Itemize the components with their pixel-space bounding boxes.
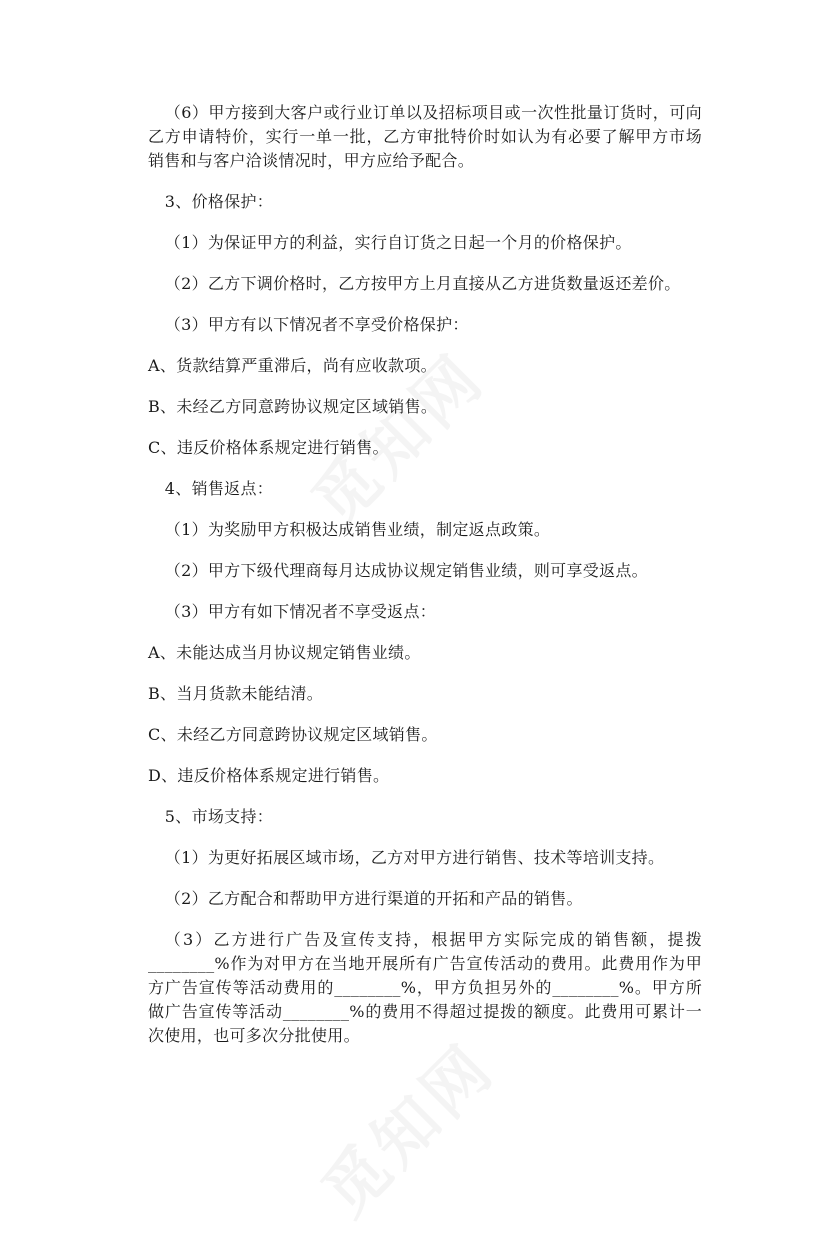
paragraph: （1）为更好拓展区域市场，乙方对甲方进行销售、技术等培训支持。 (164, 848, 665, 867)
paragraph: 5、市场支持： (164, 807, 274, 826)
paragraph: （2）乙方配合和帮助甲方进行渠道的开拓和产品的销售。 (164, 889, 583, 908)
document-body (148, 101, 702, 1065)
paragraph: B、当月货款未能结清。 (148, 684, 324, 703)
paragraph: D、违反价格体系规定进行销售。 (148, 766, 390, 785)
paragraph: （3）甲方有以下情况者不享受价格保护： (164, 315, 469, 334)
paragraph: 4、销售返点： (164, 479, 274, 498)
paragraph: （2）甲方下级代理商每月达成协议规定销售业绩，则可享受返点。 (164, 561, 648, 580)
paragraph: （2）乙方下调价格时，乙方按甲方上月直接从乙方进货数量返还差价。 (164, 274, 681, 293)
paragraph: B、未经乙方同意跨协议规定区域销售。 (148, 397, 438, 416)
paragraph: （3）乙方进行广告及宣传支持，根据甲方实际完成的销售额，提拨________%作为对甲方在当地开展所有广告宣传活动的费用。此费用作为甲方广告宣传等活动费用的________%，甲方负担另外的________%。甲方所做广告宣传等活动________%的费用不得超过提拨的额度。此费用可累计一次使用，也可多次分批使用。 (148, 930, 702, 1045)
paragraph: （1）为保证甲方的利益，实行自订货之日起一个月的价格保护。 (164, 233, 632, 252)
paragraph: （3）甲方有如下情况者不享受返点： (164, 602, 437, 621)
paragraph: A、货款结算严重滞后，尚有应收款项。 (148, 356, 437, 375)
paragraph: 3、价格保护： (164, 192, 274, 211)
paragraph: C、违反价格体系规定进行销售。 (148, 438, 389, 457)
paragraph: （6）甲方接到大客户或行业订单以及招标项目或一次性批量订货时，可向乙方申请特价，实行一单一批，乙方审批特价时如认为有必要了解甲方市场销售和与客户洽谈情况时，甲方应给予配合。 (148, 103, 702, 170)
paragraph: （1）为奖励甲方积极达成销售业绩，制定返点政策。 (164, 520, 551, 539)
paragraph: C、未经乙方同意跨协议规定区域销售。 (148, 725, 438, 744)
paragraph: A、未能达成当月协议规定销售业绩。 (148, 643, 421, 662)
